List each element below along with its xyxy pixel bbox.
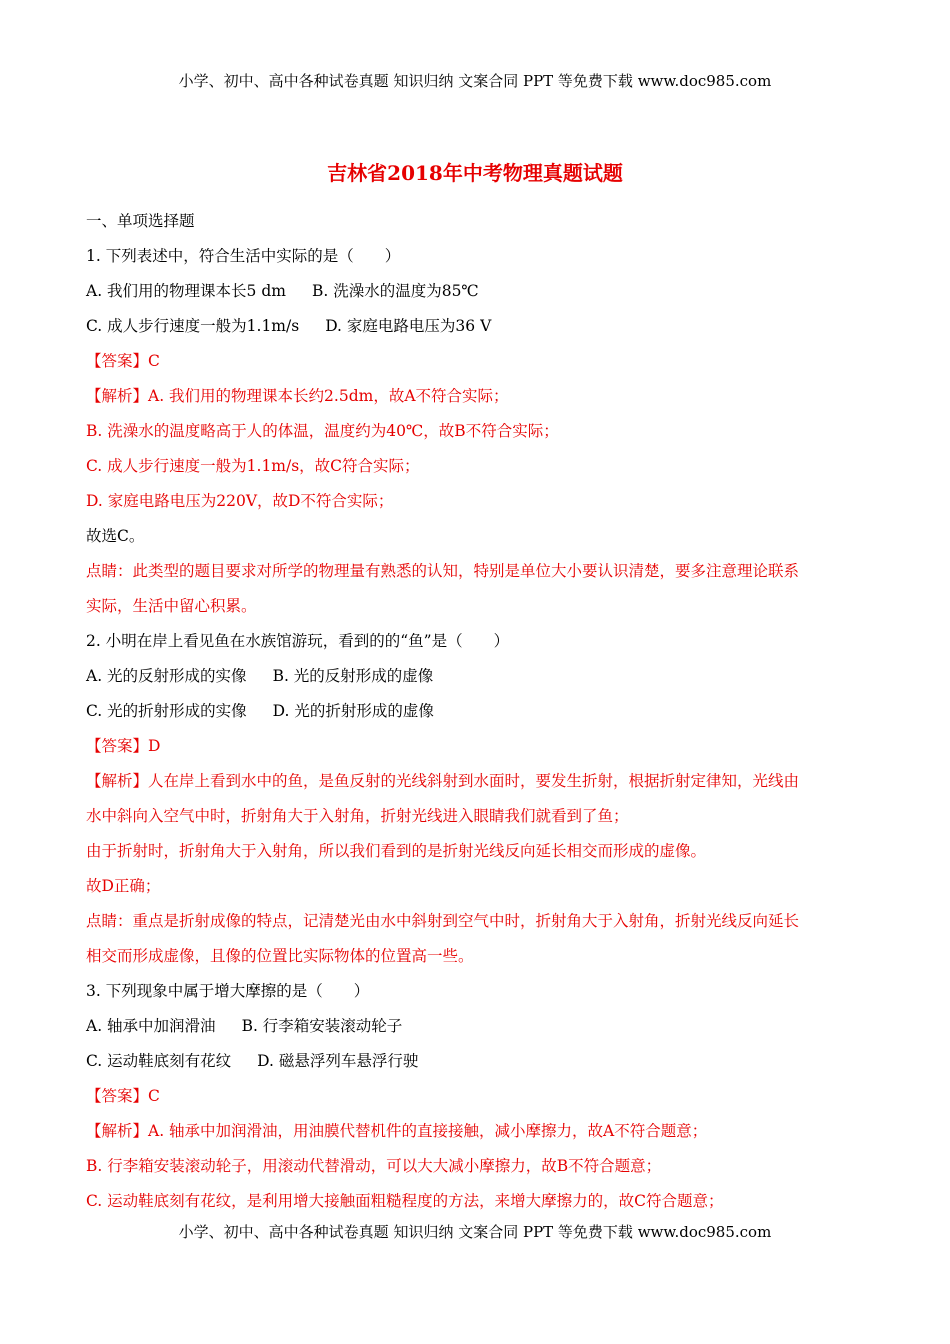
page-header: 小学、初中、高中各种试卷真题 知识归纳 文案合同 PPT 等免费下载 www.doc985.com: [178, 72, 772, 90]
q3-answer: 【答案】C: [86, 1087, 160, 1105]
q3-analysis-1: 【解析】A. 轴承中加润滑油，用油膜代替机件的直接接触，减小摩擦力，故A不符合题意；: [86, 1122, 708, 1140]
document-body: [86, 204, 866, 1219]
q3-options-row1: [86, 1009, 866, 1044]
q1-analysis-4: D. 家庭电路电压为220V，故D不符合实际；: [86, 492, 394, 510]
q1-analysis-3: C. 成人步行速度一般为1.1m/s，故C符合实际；: [86, 457, 420, 475]
page-title: 吉林省2018年中考物理真题试题: [327, 161, 623, 185]
q1-option-c: C. 成人步行速度一般为1.1m/s: [86, 317, 300, 335]
q3-option-a: A. 轴承中加润滑油: [86, 1017, 216, 1035]
q2-option-b: B. 光的反射形成的虚像: [272, 667, 434, 685]
q2-stem: 2. 小明在岸上看见鱼在水族馆游玩，看到的的“鱼”是（ ）: [86, 632, 510, 650]
q3-option-c: C. 运动鞋底刻有花纹: [86, 1052, 232, 1070]
q2-analysis-3: 由于折射时，折射角大于入射角，所以我们看到的是折射光线反向延长相交而形成的虚像。: [86, 842, 707, 860]
q1-options-row2: [86, 309, 866, 344]
q2-conclusion: 故D正确；: [86, 877, 161, 895]
q1-option-b: B. 洗澡水的温度为85℃: [311, 282, 479, 300]
q2-tip-1: 点睛：重点是折射成像的特点，记清楚光由水中斜射到空气中时，折射角大于入射角，折射光线反向延长: [86, 912, 800, 930]
q3-options-row2: [86, 1044, 866, 1079]
q1-options-row1: [86, 274, 866, 309]
q1-option-a: A. 我们用的物理课本长5 dm: [86, 282, 286, 300]
q1-analysis-1: 【解析】A. 我们用的物理课本长约2.5dm，故A不符合实际；: [86, 387, 509, 405]
section-heading: 一、单项选择题: [86, 212, 195, 230]
q1-tip-1: 点睛：此类型的题目要求对所学的物理量有熟悉的认知，特别是单位大小要认识清楚，要多注意理论联系: [86, 562, 800, 580]
q2-answer: 【答案】D: [86, 737, 161, 755]
q2-analysis-1: 【解析】人在岸上看到水中的鱼，是鱼反射的光线斜射到水面时，要发生折射，根据折射定律知，光线由: [86, 772, 800, 790]
q1-conclusion: 故选C。: [86, 527, 145, 545]
q3-stem: 3. 下列现象中属于增大摩擦的是（ ）: [86, 982, 370, 1000]
q2-option-d: D. 光的折射形成的虚像: [272, 702, 434, 720]
q1-tip-2: 实际，生活中留心积累。: [86, 597, 257, 615]
q1-option-d: D. 家庭电路电压为36 V: [325, 317, 492, 335]
q2-analysis-2: 水中斜向入空气中时，折射角大于入射角，折射光线进入眼睛我们就看到了鱼；: [86, 807, 629, 825]
q1-stem: 1. 下列表述中，符合生活中实际的是（ ）: [86, 247, 401, 265]
q3-option-b: B. 行李箱安装滚动轮子: [241, 1017, 403, 1035]
q3-option-d: D. 磁悬浮列车悬浮行驶: [257, 1052, 419, 1070]
page-footer: 小学、初中、高中各种试卷真题 知识归纳 文案合同 PPT 等免费下载 www.doc985.com: [178, 1223, 772, 1241]
q3-analysis-2: B. 行李箱安装滚动轮子，用滚动代替滑动，可以大大减小摩擦力，故B不符合题意；: [86, 1157, 662, 1175]
q3-analysis-3: C. 运动鞋底刻有花纹，是利用增大接触面粗糙程度的方法，来增大摩擦力的，故C符合题意；: [86, 1192, 724, 1210]
q2-tip-2: 相交而形成虚像，且像的位置比实际物体的位置高一些。: [86, 947, 474, 965]
q2-options-row2: [86, 694, 866, 729]
q1-answer: 【答案】C: [86, 352, 160, 370]
q2-option-a: A. 光的反射形成的实像: [86, 667, 247, 685]
q1-analysis-2: B. 洗澡水的温度略高于人的体温，温度约为40℃，故B不符合实际；: [86, 422, 559, 440]
q2-option-c: C. 光的折射形成的实像: [86, 702, 247, 720]
q2-options-row1: [86, 659, 866, 694]
